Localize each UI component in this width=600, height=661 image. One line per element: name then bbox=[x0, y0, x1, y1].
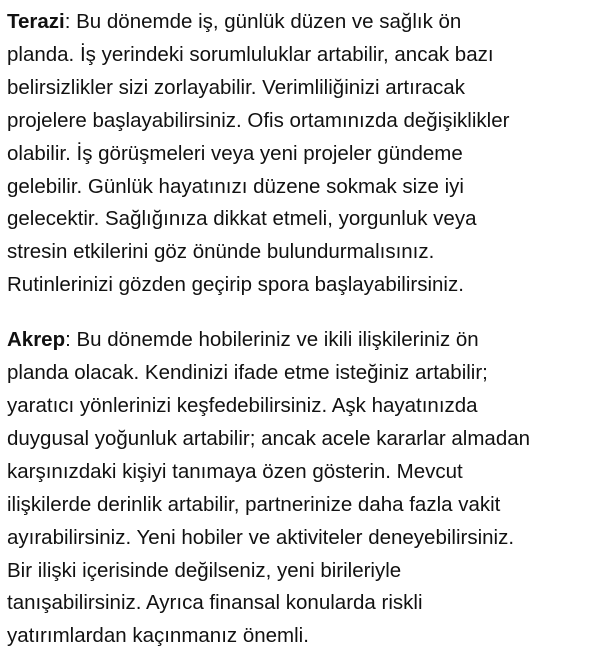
text-line: yaratıcı yönlerinizi keşfedebilirsiniz. Aşk hayatınızda bbox=[7, 393, 478, 417]
text-line: stresin etkilerini göz önünde bulundurmalısınız. bbox=[7, 240, 435, 264]
text-line: gelecektir. Sağlığınıza dikkat etmeli, yorgunluk veya bbox=[7, 207, 477, 231]
text-line: yatırımlardan kaçınmanız önemli. bbox=[7, 624, 309, 648]
text-line: tanışabilirsiniz. Ayrıca finansal konularda riskli bbox=[7, 591, 423, 615]
paragraph-terazi bbox=[7, 6, 597, 302]
text-line bbox=[7, 324, 597, 357]
text-line: ayırabilirsiniz. Yeni hobiler ve aktiviteler deneyebilirsiniz. bbox=[7, 525, 515, 549]
text-line: karşınızdaki kişiyi tanımaya özen gösterin. Mevcut bbox=[7, 459, 463, 483]
text-line: planda olacak. Kendinizi ifade etme isteğiniz artabilir; bbox=[7, 361, 488, 385]
text-line: ilişkilerde derinlik artabilir, partnerinize daha fazla vakit bbox=[7, 492, 501, 516]
text-line: Bir ilişki içerisinde değilseniz, yeni birileriyle bbox=[7, 558, 402, 582]
line-text: : Bu dönemde hobileriniz ve ikili ilişkileriniz ön bbox=[65, 328, 479, 352]
line-text: : Bu dönemde iş, günlük düzen ve sağlık ön bbox=[64, 10, 462, 33]
text-line: olabilir. İş görüşmeleri veya yeni projeler gündeme bbox=[7, 141, 463, 165]
text-line bbox=[7, 6, 597, 39]
sign-name-terazi: Terazi bbox=[7, 10, 65, 33]
horoscope-document bbox=[7, 6, 597, 653]
text-line: duygusal yoğunluk artabilir; ancak acele kararlar almadan bbox=[7, 426, 531, 450]
text-line: gelebilir. Günlük hayatınızı düzene sokmak size iyi bbox=[7, 174, 464, 198]
text-line: planda. İş yerindeki sorumluluklar artabilir, ancak bazı bbox=[7, 42, 494, 66]
sign-name-akrep: Akrep bbox=[7, 328, 66, 352]
text-line: projelere başlayabilirsiniz. Ofis ortamınızda değişiklikler bbox=[7, 108, 510, 132]
text-line: belirsizlikler sizi zorlayabilir. Verimliliğinizi artıracak bbox=[7, 75, 465, 99]
text-line: Rutinlerinizi gözden geçirip spora başlayabilirsiniz. bbox=[7, 273, 464, 297]
paragraph-akrep bbox=[7, 324, 597, 653]
